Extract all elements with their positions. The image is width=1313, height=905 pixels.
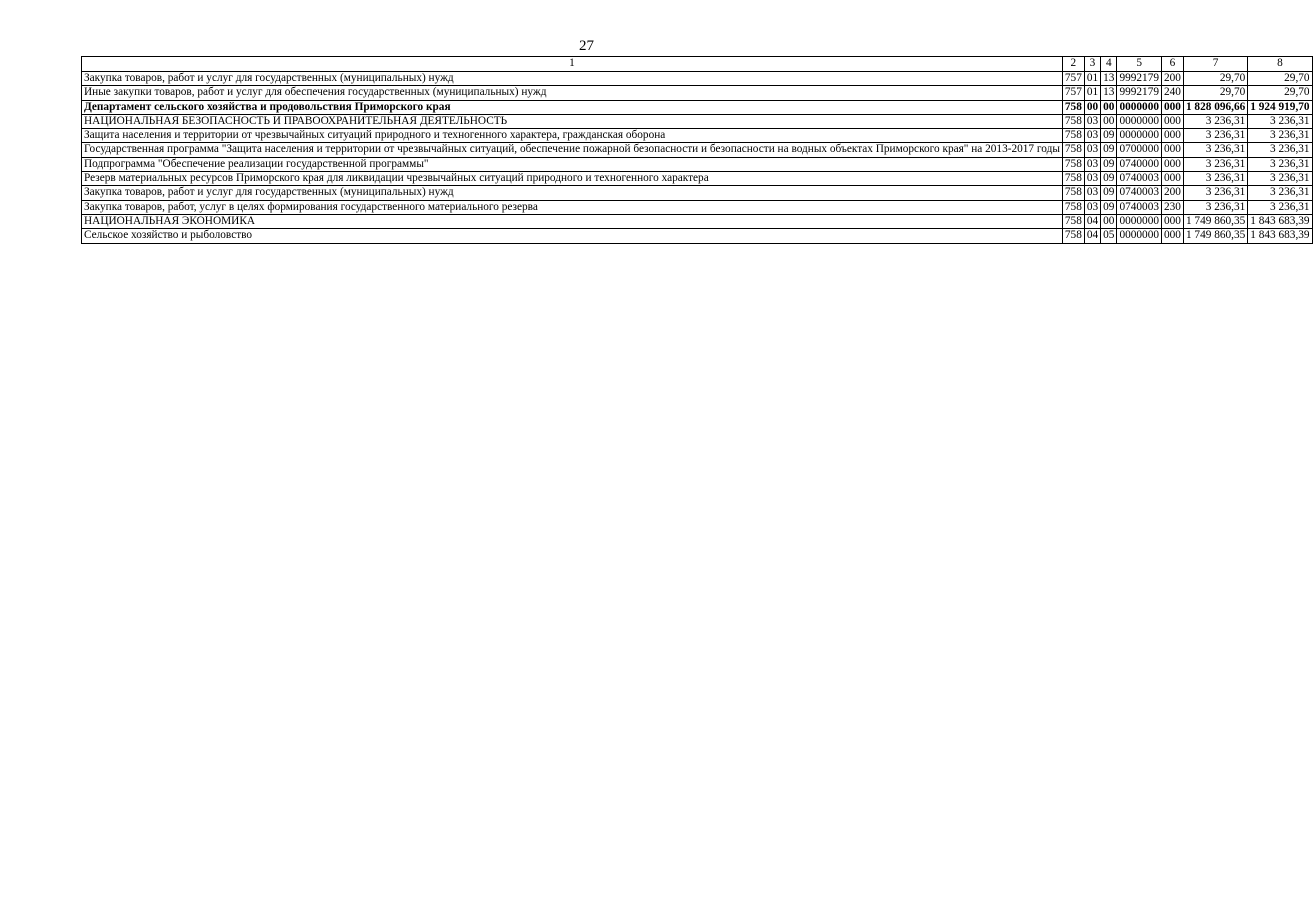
row-admin-code: 758 bbox=[1062, 129, 1084, 143]
row-target-code: 0740003 bbox=[1117, 172, 1162, 186]
row-amount-col7: 3 236,31 bbox=[1183, 129, 1247, 143]
row-name: Защита населения и территории от чрезвычайных ситуаций природного и техногенного характера, гражданская оборона bbox=[82, 129, 1063, 143]
row-name: НАЦИОНАЛЬНАЯ БЕЗОПАСНОСТЬ И ПРАВООХРАНИТЕЛЬНАЯ ДЕЯТЕЛЬНОСТЬ bbox=[82, 114, 1063, 128]
row-admin-code: 758 bbox=[1062, 186, 1084, 200]
row-subsection-code: 09 bbox=[1101, 143, 1117, 157]
row-expense-type-code: 000 bbox=[1162, 157, 1184, 171]
header-col-2: 2 bbox=[1062, 57, 1084, 72]
row-amount-col8: 3 236,31 bbox=[1248, 186, 1312, 200]
header-col-7: 7 bbox=[1183, 57, 1247, 72]
row-subsection-code: 09 bbox=[1101, 172, 1117, 186]
row-amount-col8: 3 236,31 bbox=[1248, 157, 1312, 171]
row-section-code: 04 bbox=[1084, 229, 1100, 243]
row-subsection-code: 09 bbox=[1101, 200, 1117, 214]
row-expense-type-code: 000 bbox=[1162, 143, 1184, 157]
header-col-3: 3 bbox=[1084, 57, 1100, 72]
row-target-code: 0740003 bbox=[1117, 186, 1162, 200]
row-expense-type-code: 000 bbox=[1162, 129, 1184, 143]
row-target-code: 0740000 bbox=[1117, 157, 1162, 171]
header-col-6: 6 bbox=[1162, 57, 1184, 72]
row-target-code: 0740003 bbox=[1117, 200, 1162, 214]
row-amount-col7: 3 236,31 bbox=[1183, 157, 1247, 171]
table-row bbox=[82, 200, 1313, 214]
row-subsection-code: 00 bbox=[1101, 214, 1117, 228]
table-row bbox=[82, 172, 1313, 186]
row-admin-code: 758 bbox=[1062, 114, 1084, 128]
row-expense-type-code: 200 bbox=[1162, 72, 1184, 86]
row-expense-type-code: 000 bbox=[1162, 172, 1184, 186]
row-section-code: 03 bbox=[1084, 157, 1100, 171]
row-amount-col7: 1 749 860,35 bbox=[1183, 214, 1247, 228]
row-target-code: 9992179 bbox=[1117, 72, 1162, 86]
row-expense-type-code: 000 bbox=[1162, 100, 1184, 114]
row-target-code: 0000000 bbox=[1117, 214, 1162, 228]
header-col-5: 5 bbox=[1117, 57, 1162, 72]
row-amount-col7: 3 236,31 bbox=[1183, 143, 1247, 157]
row-section-code: 03 bbox=[1084, 143, 1100, 157]
header-col-1: 1 bbox=[82, 57, 1063, 72]
table-row bbox=[82, 86, 1313, 100]
row-section-code: 03 bbox=[1084, 172, 1100, 186]
row-expense-type-code: 240 bbox=[1162, 86, 1184, 100]
row-name: Подпрограмма "Обеспечение реализации государственной программы" bbox=[82, 157, 1063, 171]
row-name: Закупка товаров, работ и услуг для государственных (муниципальных) нужд bbox=[82, 72, 1063, 86]
row-section-code: 03 bbox=[1084, 129, 1100, 143]
row-subsection-code: 09 bbox=[1101, 129, 1117, 143]
row-subsection-code: 00 bbox=[1101, 114, 1117, 128]
row-target-code: 0000000 bbox=[1117, 229, 1162, 243]
row-admin-code: 757 bbox=[1062, 72, 1084, 86]
row-admin-code: 758 bbox=[1062, 229, 1084, 243]
row-amount-col8: 1 924 919,70 bbox=[1248, 100, 1312, 114]
row-subsection-code: 13 bbox=[1101, 72, 1117, 86]
row-target-code: 0700000 bbox=[1117, 143, 1162, 157]
row-admin-code: 758 bbox=[1062, 143, 1084, 157]
row-target-code: 0000000 bbox=[1117, 114, 1162, 128]
header-col-4: 4 bbox=[1101, 57, 1117, 72]
row-admin-code: 758 bbox=[1062, 200, 1084, 214]
table-row bbox=[82, 157, 1313, 171]
row-section-code: 00 bbox=[1084, 100, 1100, 114]
row-amount-col7: 1 749 860,35 bbox=[1183, 229, 1247, 243]
row-subsection-code: 05 bbox=[1101, 229, 1117, 243]
row-name: НАЦИОНАЛЬНАЯ ЭКОНОМИКА bbox=[82, 214, 1063, 228]
row-expense-type-code: 200 bbox=[1162, 186, 1184, 200]
row-amount-col8: 3 236,31 bbox=[1248, 129, 1312, 143]
row-section-code: 01 bbox=[1084, 86, 1100, 100]
row-expense-type-code: 230 bbox=[1162, 200, 1184, 214]
table-row bbox=[82, 143, 1313, 157]
table-row bbox=[82, 129, 1313, 143]
table-row bbox=[82, 72, 1313, 86]
row-name: Иные закупки товаров, работ и услуг для обеспечения государственных (муниципальных) нужд bbox=[82, 86, 1063, 100]
row-admin-code: 758 bbox=[1062, 214, 1084, 228]
table-row bbox=[82, 100, 1313, 114]
row-amount-col8: 3 236,31 bbox=[1248, 143, 1312, 157]
row-amount-col8: 1 843 683,39 bbox=[1248, 229, 1312, 243]
budget-table bbox=[81, 56, 1313, 244]
header-col-8: 8 bbox=[1248, 57, 1312, 72]
row-name: Закупка товаров, работ и услуг для государственных (муниципальных) нужд bbox=[82, 186, 1063, 200]
row-subsection-code: 09 bbox=[1101, 186, 1117, 200]
row-amount-col7: 3 236,31 bbox=[1183, 172, 1247, 186]
row-admin-code: 758 bbox=[1062, 172, 1084, 186]
row-admin-code: 758 bbox=[1062, 157, 1084, 171]
row-amount-col8: 3 236,31 bbox=[1248, 114, 1312, 128]
row-amount-col8: 1 843 683,39 bbox=[1248, 214, 1312, 228]
row-name: Резерв материальных ресурсов Приморского края для ликвидации чрезвычайных ситуаций природного и техногенного характера bbox=[82, 172, 1063, 186]
row-amount-col8: 29,70 bbox=[1248, 72, 1312, 86]
row-target-code: 9992179 bbox=[1117, 86, 1162, 100]
row-expense-type-code: 000 bbox=[1162, 229, 1184, 243]
row-target-code: 0000000 bbox=[1117, 129, 1162, 143]
row-amount-col7: 3 236,31 bbox=[1183, 200, 1247, 214]
table-row bbox=[82, 229, 1313, 243]
row-section-code: 03 bbox=[1084, 186, 1100, 200]
row-expense-type-code: 000 bbox=[1162, 214, 1184, 228]
row-amount-col8: 3 236,31 bbox=[1248, 200, 1312, 214]
row-name: Закупка товаров, работ, услуг в целях формирования государственного материального резерва bbox=[82, 200, 1063, 214]
row-admin-code: 758 bbox=[1062, 100, 1084, 114]
page-number: 27 bbox=[579, 38, 594, 54]
table-row bbox=[82, 114, 1313, 128]
row-subsection-code: 09 bbox=[1101, 157, 1117, 171]
row-amount-col7: 3 236,31 bbox=[1183, 114, 1247, 128]
row-section-code: 03 bbox=[1084, 200, 1100, 214]
row-admin-code: 757 bbox=[1062, 86, 1084, 100]
row-section-code: 03 bbox=[1084, 114, 1100, 128]
row-amount-col7: 3 236,31 bbox=[1183, 186, 1247, 200]
row-section-code: 04 bbox=[1084, 214, 1100, 228]
row-section-code: 01 bbox=[1084, 72, 1100, 86]
table-row bbox=[82, 214, 1313, 228]
row-subsection-code: 13 bbox=[1101, 86, 1117, 100]
row-target-code: 0000000 bbox=[1117, 100, 1162, 114]
row-name: Департамент сельского хозяйства и продовольствия Приморского края bbox=[82, 100, 1063, 114]
row-amount-col8: 3 236,31 bbox=[1248, 172, 1312, 186]
row-name: Государственная программа "Защита населения и территории от чрезвычайных ситуаций, обеспечение пожарной безопасности и безопасности на водных объектах Приморского края" на 2013-2017 годы bbox=[82, 143, 1063, 157]
row-expense-type-code: 000 bbox=[1162, 114, 1184, 128]
row-amount-col8: 29,70 bbox=[1248, 86, 1312, 100]
row-amount-col7: 29,70 bbox=[1183, 86, 1247, 100]
row-amount-col7: 29,70 bbox=[1183, 72, 1247, 86]
row-amount-col7: 1 828 096,66 bbox=[1183, 100, 1247, 114]
table-row bbox=[82, 186, 1313, 200]
header-row bbox=[82, 57, 1313, 72]
row-subsection-code: 00 bbox=[1101, 100, 1117, 114]
row-name: Сельское хозяйство и рыболовство bbox=[82, 229, 1063, 243]
